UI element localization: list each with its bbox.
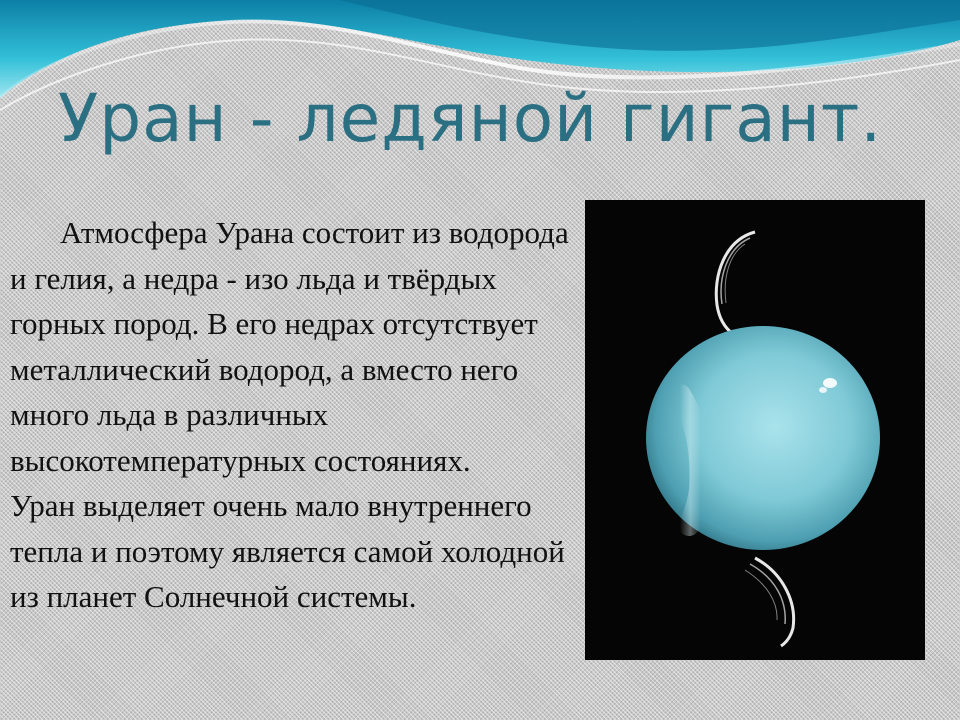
paragraph-internal-heat: Уран выделяет очень мало внутреннего тепла и поэтому является самой холодной из планет Солнечной системы. xyxy=(10,488,565,614)
paragraph-atmosphere: Атмосфера Урана состоит из водорода и гелия, а недра - изо льда и твёрдых горных пород. В его недрах отсутствует металлический водород, а вместо него много льда в различных высокотемпературных состояниях. xyxy=(10,215,569,478)
slide-title: Уран - ледяной гигант. xyxy=(58,80,883,157)
body-text xyxy=(10,210,570,620)
uranus-photo xyxy=(585,200,925,660)
uranus-planet xyxy=(646,326,880,550)
uranus-image xyxy=(585,200,925,660)
